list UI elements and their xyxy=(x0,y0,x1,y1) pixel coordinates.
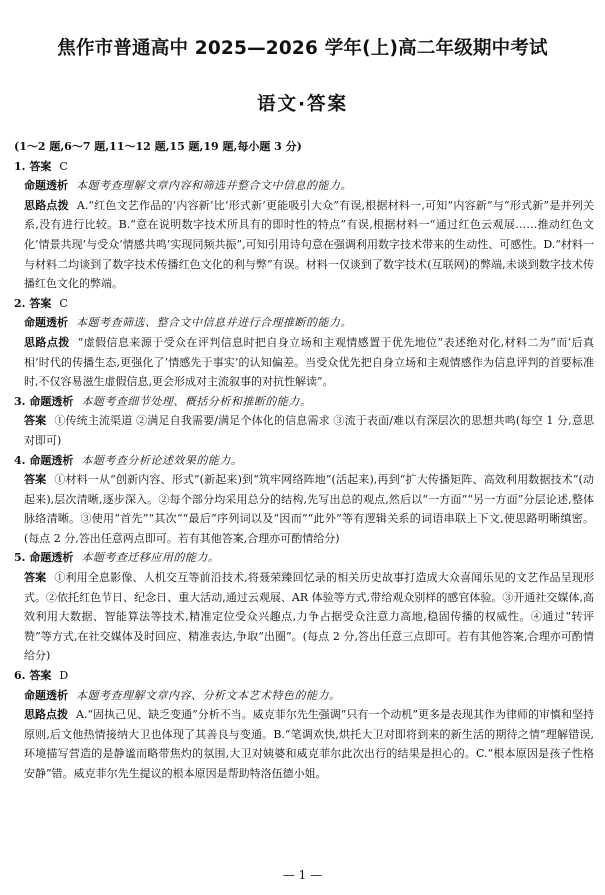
q1-tips-text: A.“红色文艺作品的‘内容新’比‘形式新’更能吸引大众”有误,根据材料一,可知“内容新”与“形式新”是并列关系,没有进行比较。B.“意在说明数字技术所具有的即时性的特点”有误,根据材料一“通过红色云观展……推动红色文化‘情景共现’与受众‘情感共鸣’实现同频共振”,可知引用诗句意在强调利用数字技术带来的生动性、可感性。D.“材料一与材料二均谈到了数字技术传播红色文化的利与弊”有误。材料一仅谈到了数字技术(互联网)的弊端,未谈到数字技术传播红色文化的弊端。 xyxy=(24,198,595,291)
q1-analysis-label: 命题透析 xyxy=(24,179,68,193)
q1-analysis xyxy=(14,176,594,196)
q4-answer xyxy=(14,470,594,548)
q5-header xyxy=(14,548,594,568)
q1-analysis-text: 本题考查理解文章内容和筛选并整合文中信息的能力。 xyxy=(76,179,352,193)
q2-header xyxy=(14,294,594,314)
q6-header xyxy=(14,666,594,686)
q2-answer: C xyxy=(59,296,68,310)
q2-number: 2. 答案 xyxy=(14,296,52,310)
q2-tips xyxy=(14,333,594,392)
q6-tips-label: 思路点拨 xyxy=(24,708,69,722)
q5-answer-label: 答案 xyxy=(24,571,47,585)
q2-analysis-text: 本题考查筛选、整合文中信息并进行合理推断的能力。 xyxy=(76,316,352,330)
q4-answer-label: 答案 xyxy=(24,473,47,487)
q5-answer xyxy=(14,568,594,666)
scoring-note: (1～2 题,6～7 题,11～12 题,15 题,19 题,每小题 3 分) xyxy=(14,140,302,153)
q1-tips xyxy=(14,196,594,294)
q3-answer-label: 答案 xyxy=(24,414,47,428)
q2-tips-text: “虚假信息来源于受众在评判信息时把自身立场和主观情感置于优先地位”表述绝对化,材料二为“而‘后真相’时代的传播生态,更强化了‘情感先于事实’的认知偏差。当受众优先把自身立场和主观情感作为信息评判的首要标准时,不仅容易滋生虚假信息,更会形成对主流叙事的对抗性解读”。 xyxy=(24,335,595,389)
q4-number: 4. 命题透析 xyxy=(14,453,74,467)
q6-analysis-text: 本题考查理解文章内容、分析文本艺术特色的能力。 xyxy=(76,688,341,702)
q6-analysis-label: 命题透析 xyxy=(24,688,68,702)
q6-tips xyxy=(14,705,594,783)
q3-answer-text: ①传统主流渠道 ②满足自我需要/满足个体化的信息需求 ③流于表面/难以有深层次的思想共鸣(每空 1 分,意思对即可) xyxy=(24,414,594,447)
q3-answer xyxy=(14,411,594,450)
q2-analysis xyxy=(14,313,594,333)
q4-analysis-text: 本题考查分析论述效果的能力。 xyxy=(81,453,243,467)
q5-answer-text: ①利用全息影像、人机交互等前沿技术,将聂荣臻回忆录的相关历史故事打造成大众喜闻乐见的文艺作品呈现形式。②依托红色节日、纪念日、重大活动,通过云观展、AR 体验等方式,带给观众别样的感官体验。③开通社交媒体,高效利用大数据、智能算法等技术,精准定位受众兴趣点,力争占据受众注意力高地,稳固传播的权威性。④通过“转评赞”等方式,在社交媒体及时回应、精准表达,争取“出圈”。(每点 2 分,答出任意三点即可。若有其他答案,合理亦可酌情给分) xyxy=(24,571,594,663)
page-number: — 1 — xyxy=(282,868,323,882)
q4-header xyxy=(14,451,594,471)
q2-tips-label: 思路点拨 xyxy=(24,335,70,349)
q3-analysis-text: 本题考查细节处理、概括分析和推断的能力。 xyxy=(81,394,312,408)
q6-analysis xyxy=(14,686,594,706)
q1-number: 1. 答案 xyxy=(14,159,52,173)
q6-tips-text: A.“固执己见、缺乏变通”分析不当。威克菲尔先生强调“只有一个动机”更多是表现其作为律师的审慎和坚持原则,后文他热情接纳大卫也体现了其善良与变通。B.“笔调欢快,烘托大卫对即将到来的新生活的期待之情”理解错误,环境描写营造的是静谧而略带焦灼的氛围,大卫对姨婆和威克菲尔此次出行的结果是担心的。C.“根本原因是孩子性格安静”错。威克菲尔先生提议的根本原因是帮助特洛伍德小姐。 xyxy=(24,708,595,780)
answer-content xyxy=(14,137,594,784)
q1-tips-label: 思路点拨 xyxy=(24,198,69,212)
q2-analysis-label: 命题透析 xyxy=(24,316,68,330)
q6-number: 6. 答案 xyxy=(14,669,52,683)
page-subtitle: 语文·答案 xyxy=(256,94,349,115)
q4-answer-text: ①材料一从“创新内容、形式”(新起来)到“筑牢网络阵地”(活起来),再到“扩大传播矩阵、高效利用数据技术”(动起来),层次清晰,逐步深入。②每个部分均采用总分的结构,先写出总的观点,然后以“一方面”“另一方面”分层论述,整体脉络清晰。③使用“首先”“其次”“最后”序列词以及“因而”“此外”等有逻辑关系的词语串联上下文,使思路明晰缜密。(每点 2 分,答出任意两点即可。若有其他答案,合理亦可酌情给分) xyxy=(24,473,594,545)
q1-header xyxy=(14,157,594,177)
q5-number: 5. 命题透析 xyxy=(14,551,74,565)
q3-header xyxy=(14,392,594,412)
q6-answer: D xyxy=(59,669,69,683)
q3-number: 3. 命题透析 xyxy=(14,394,74,408)
q5-analysis-text: 本题考查迁移应用的能力。 xyxy=(81,551,220,565)
page-title: 焦作市普通高中 2025—2026 学年(上)高二年级期中考试 xyxy=(57,38,548,59)
q1-answer: C xyxy=(59,159,68,173)
